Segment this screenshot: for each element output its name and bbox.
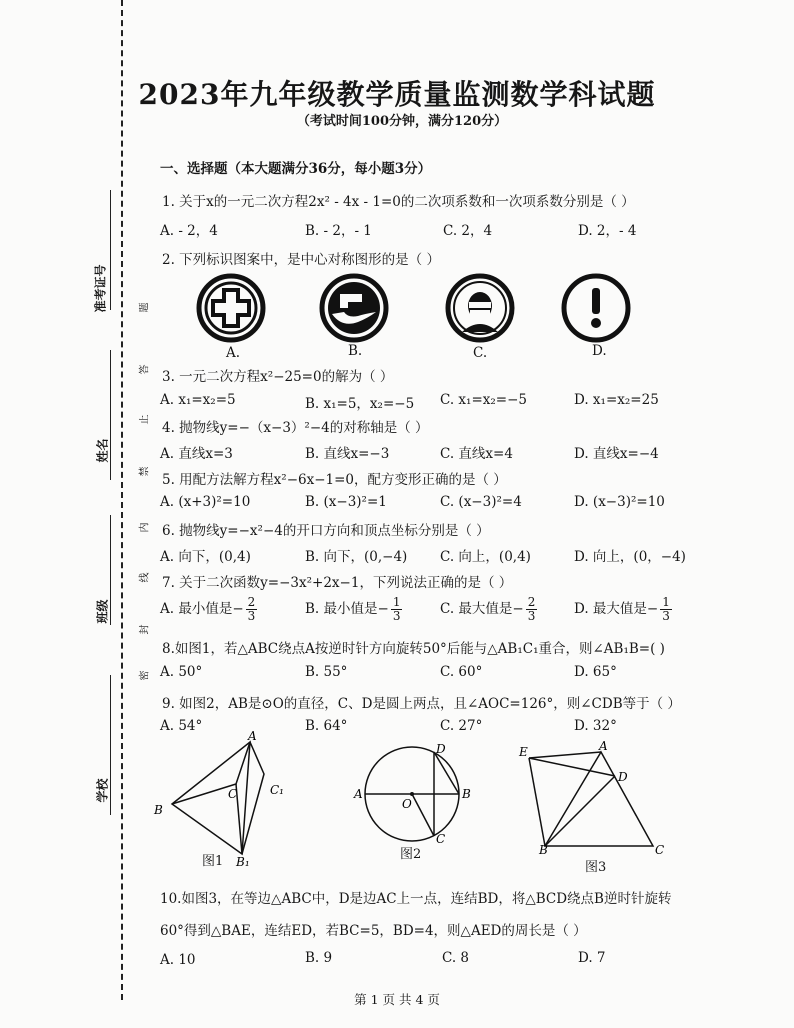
q1-option-a: A. - 2，4	[160, 223, 218, 239]
fig3-label-e: E	[519, 745, 528, 759]
fig1-label-c1: C₁	[270, 783, 284, 797]
question-8: 8.如图1，若△ABC绕点A按逆时针方向旋转50°后能与△AB₁C₁重合，则∠AB₁B=( )	[162, 641, 665, 657]
q7-option-c	[440, 596, 539, 623]
figure-1-caption: 图1	[202, 854, 224, 869]
class-label: 班级	[95, 599, 110, 624]
q7-option-c-text: C. 最大值是−	[440, 601, 524, 617]
denominator: 3	[247, 609, 256, 623]
exam-info: （考试时间100分钟，满分120分）	[296, 114, 508, 129]
question-2: 2. 下列标识图案中，是中心对称图形的是（ ）	[162, 252, 440, 268]
question-6: 6. 抛物线y=−x²−4的开口方向和顶点坐标分别是（ ）	[162, 523, 490, 539]
q4-option-d: D. 直线x=−4	[574, 446, 659, 462]
fig2-label-d: D	[436, 742, 446, 756]
seal-char: 题	[139, 302, 151, 313]
question-5: 5. 用配方法解方程x²−6x−1=0，配方变形正确的是（ ）	[162, 472, 507, 488]
q8-option-b: B. 55°	[305, 664, 348, 680]
q5-option-c: C. (x−3)²=4	[440, 494, 522, 510]
denominator: 3	[527, 609, 536, 623]
q10-option-d: D. 7	[578, 950, 606, 966]
question-3: 3. 一元二次方程x²−25=0的解为（ ）	[162, 369, 394, 385]
figure-3-diagram	[515, 738, 675, 856]
seal-char: 答	[139, 364, 151, 375]
seal-char: 止	[139, 414, 151, 425]
school-label: 学校	[95, 778, 110, 803]
admission-underline	[110, 190, 111, 310]
q6-option-b: B. 向下，(0,−4)	[305, 549, 408, 565]
q5-option-a: A. (x+3)²=10	[160, 494, 251, 510]
fraction	[391, 596, 403, 623]
denominator: 3	[662, 609, 670, 623]
question-7: 7. 关于二次函数y=−3x²+2x−1，下列说法正确的是（ ）	[162, 575, 513, 591]
question-10-line-1: 10.如图3，在等边△ABC中，D是边AC上一点，连结BD，将△BCD绕点B逆时针旋转	[160, 891, 672, 907]
q7-option-b	[305, 596, 404, 623]
q3-option-c: C. x₁=x₂=−5	[440, 392, 528, 408]
fraction	[246, 596, 258, 623]
q6-option-a: A. 向下，(0,4)	[160, 549, 251, 565]
exclamation-icon	[560, 272, 632, 344]
page-number: 第 1 页 共 4 页	[354, 992, 440, 1007]
fig2-label-o: O	[402, 797, 412, 811]
q10-option-c: C. 8	[442, 950, 470, 966]
name-label: 姓名	[95, 438, 110, 463]
fig3-label-a: A	[599, 739, 608, 753]
numerator: 2	[527, 595, 536, 609]
q4-option-b: B. 直线x=−3	[305, 446, 390, 462]
q9-option-b: B. 64°	[305, 718, 348, 734]
fig2-label-b: B	[462, 787, 471, 801]
q8-option-a: A. 50°	[160, 664, 203, 680]
q9-option-d: D. 32°	[574, 718, 617, 734]
question-4: 4. 抛物线y=−（x−3）²−4的对称轴是（ ）	[162, 420, 429, 436]
q5-option-b: B. (x−3)²=1	[305, 494, 387, 510]
q3-option-b: B. x₁=5，x₂=−5	[305, 396, 415, 412]
seal-char: 封	[139, 624, 151, 635]
q7-option-d-text: D. 最大值是−	[574, 601, 659, 617]
q8-option-c: C. 60°	[440, 664, 483, 680]
numerator: 2	[247, 595, 256, 609]
question-1: 1. 关于x的一元二次方程2x² - 4x - 1=0的二次项系数和一次项系数分别是（ ）	[162, 194, 635, 210]
q4-option-c: C. 直线x=4	[440, 446, 513, 462]
figure-2-diagram	[350, 740, 480, 845]
fraction	[526, 596, 538, 623]
q6-option-c: C. 向上，(0,4)	[440, 549, 531, 565]
figure-2-caption: 图2	[400, 847, 422, 862]
q7-option-a-text: A. 最小值是−	[160, 601, 244, 617]
fig3-label-c: C	[655, 843, 665, 856]
q9-option-a: A. 54°	[160, 718, 203, 734]
q4-option-a: A. 直线x=3	[160, 446, 233, 462]
q3-option-d: D. x₁=x₂=25	[574, 392, 659, 408]
fraction	[660, 596, 672, 623]
section-heading: 一、选择题（本大题满分36分，每小题3分）	[160, 161, 432, 177]
page-title: 2023年九年级教学质量监测数学科试题	[138, 78, 656, 111]
fig1-label-b1: B₁	[236, 855, 250, 868]
denominator: 3	[392, 609, 401, 623]
question-10-line-2: 60°得到△BAE，连结ED，若BC=5，BD=4，则△AED的周长是（ ）	[160, 923, 587, 939]
q1-option-d: D. 2，- 4	[578, 223, 637, 239]
numerator: 1	[392, 595, 401, 609]
fig1-label-c: C	[228, 787, 238, 801]
hand-wash-icon	[318, 272, 390, 344]
q3-option-a: A. x₁=x₂=5	[160, 392, 236, 408]
q5-option-d: D. (x−3)²=10	[574, 494, 665, 510]
mask-person-icon	[444, 272, 516, 344]
medical-cross-icon	[195, 272, 267, 344]
q1-option-b: B. - 2，- 1	[305, 223, 372, 239]
question-9: 9. 如图2，AB是⊙O的直径，C、D是圆上两点，且∠AOC=126°，则∠CDB等于（ ）	[162, 696, 681, 712]
q7-option-a	[160, 596, 259, 623]
seal-char: 内	[139, 522, 151, 533]
q2-option-b: B.	[348, 343, 363, 359]
fig3-label-b: B	[539, 843, 548, 856]
fig3-label-d: D	[618, 770, 628, 784]
admission-label: 准考证号	[93, 264, 108, 313]
seal-char: 禁	[139, 466, 151, 477]
binding-dashed-line	[121, 0, 123, 1000]
fig1-label-b: B	[154, 803, 163, 817]
figure-1-diagram	[150, 728, 300, 868]
figure-3-caption: 图3	[585, 860, 607, 875]
q7-option-d	[574, 596, 674, 623]
fig2-label-c: C	[436, 832, 446, 845]
q8-option-d: D. 65°	[574, 664, 617, 680]
q10-option-b: B. 9	[305, 950, 333, 966]
seal-char: 密	[139, 670, 151, 681]
q2-option-c: C.	[473, 345, 488, 361]
fig2-label-a: A	[354, 787, 363, 801]
numerator: 1	[662, 595, 670, 609]
q6-option-d: D. 向上，(0，−4)	[574, 549, 686, 565]
q10-option-a: A. 10	[160, 952, 196, 968]
seal-char: 线	[139, 572, 151, 583]
q9-option-c: C. 27°	[440, 718, 483, 734]
fig1-label-a: A	[248, 729, 257, 743]
q2-option-d: D.	[592, 343, 607, 359]
q2-option-a: A.	[226, 345, 241, 361]
q1-option-c: C. 2，4	[443, 223, 493, 239]
q7-option-b-text: B. 最小值是−	[305, 601, 389, 617]
